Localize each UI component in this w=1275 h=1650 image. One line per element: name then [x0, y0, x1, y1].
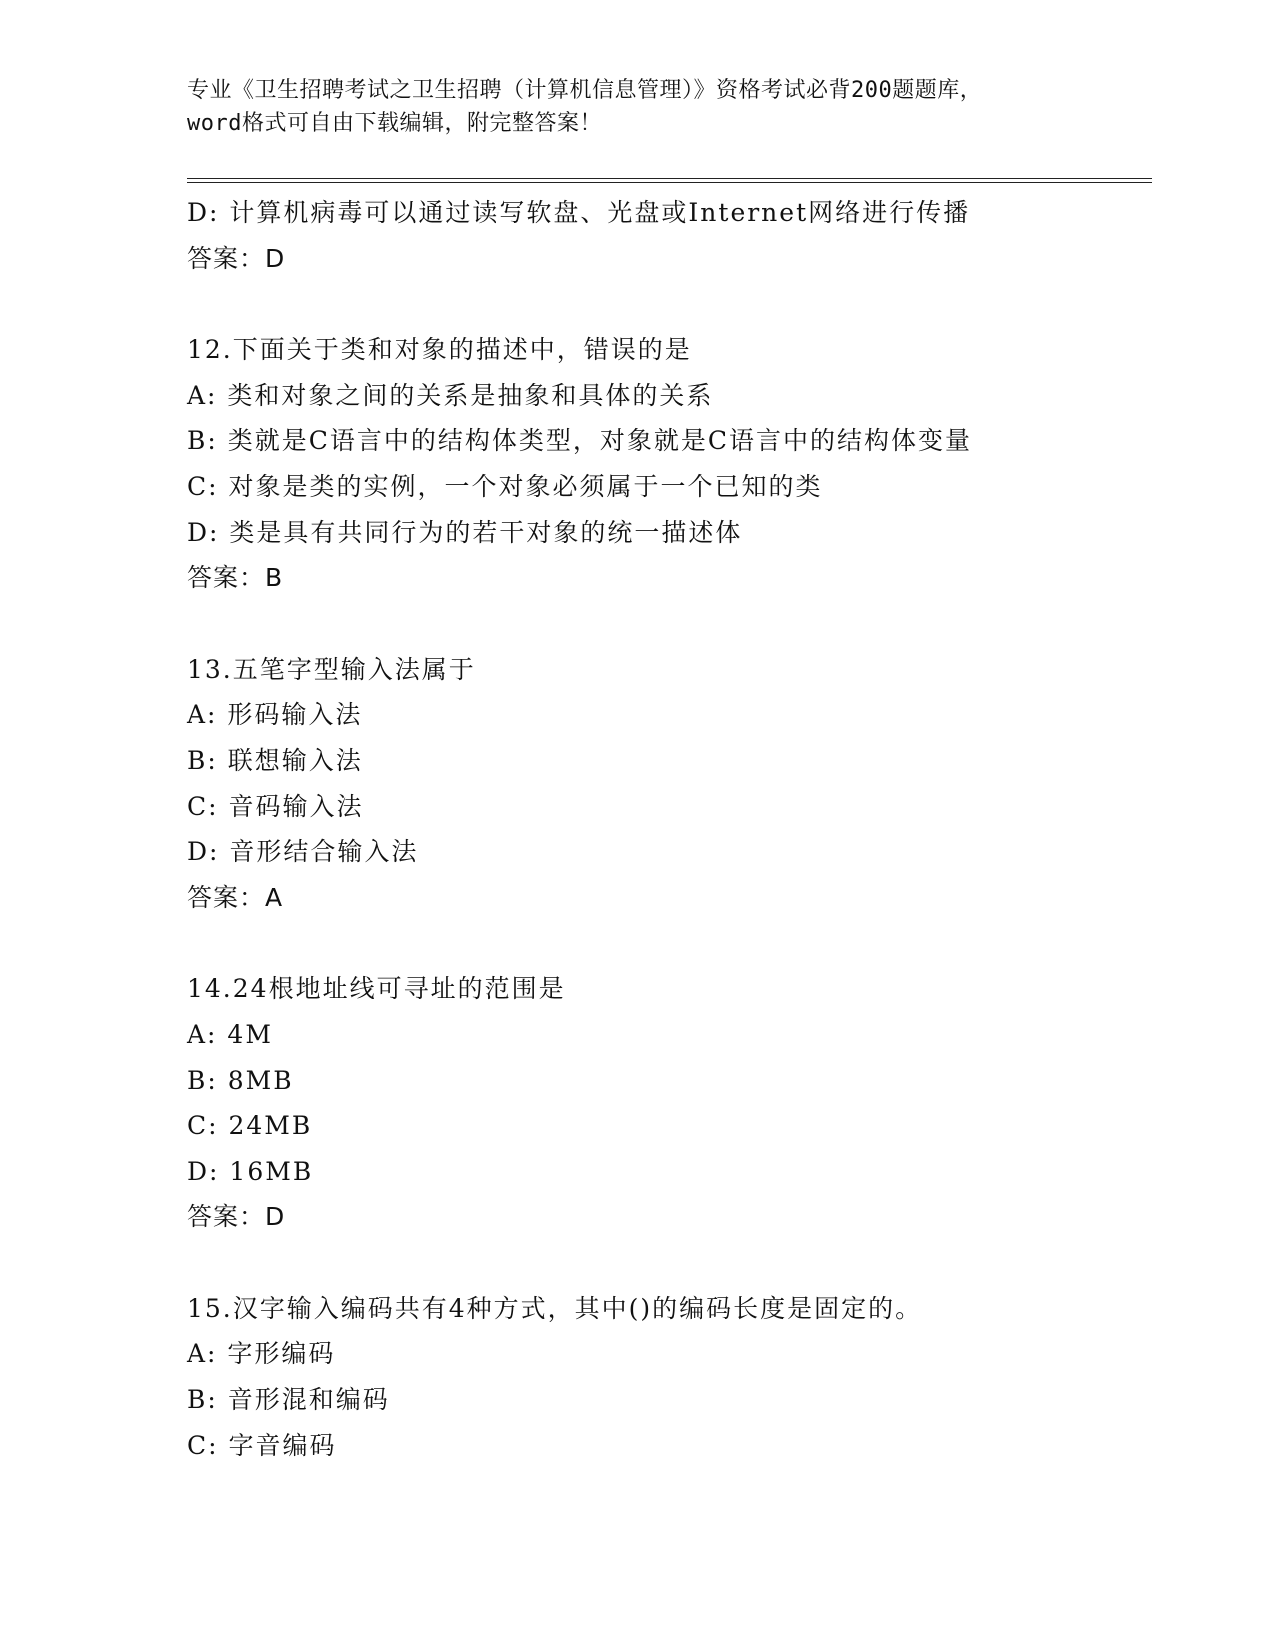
answer-line: 答案：B — [187, 563, 284, 593]
question-text: 15.汉字输入编码共有4种方式，其中()的编码长度是固定的。 — [187, 1293, 923, 1323]
option-c: C: 字音编码 — [187, 1430, 337, 1460]
option-c: C: 对象是类的实例，一个对象必须属于一个已知的类 — [187, 471, 823, 501]
option-a: A: 4M — [187, 1019, 273, 1049]
question-13 — [187, 647, 1147, 921]
option-b: B: 8MB — [187, 1065, 294, 1095]
question-14 — [187, 966, 1147, 1240]
question-text: 14.24根地址线可寻址的范围是 — [187, 974, 566, 1004]
option-b: B: 类就是C语言中的结构体类型，对象就是C语言中的结构体变量 — [187, 426, 973, 456]
option-a: A: 形码输入法 — [187, 700, 363, 730]
option-b: B: 音形混和编码 — [187, 1385, 390, 1415]
option-d: D: 16MB — [187, 1156, 314, 1186]
option-a: A: 类和对象之间的关系是抽象和具体的关系 — [187, 380, 714, 410]
option-c: C: 24MB — [187, 1111, 313, 1141]
option-b: B: 联想输入法 — [187, 745, 363, 775]
spacer — [187, 281, 1147, 327]
question-text: 12.下面关于类和对象的描述中，错误的是 — [187, 335, 692, 365]
header-title-line-1: 专业《卫生招聘考试之卫生招聘（计算机信息管理）》资格考试必背200题题库， — [187, 78, 983, 103]
question-11-tail — [187, 190, 1147, 281]
document-header — [187, 74, 1147, 140]
header-divider-top — [187, 178, 1152, 179]
option-d: D: 类是具有共同行为的若干对象的统一描述体 — [187, 517, 743, 547]
spacer — [187, 1240, 1147, 1286]
option-a: A: 字形编码 — [187, 1339, 336, 1369]
question-list — [187, 190, 1147, 1468]
answer-line: 答案：D — [187, 1202, 286, 1232]
header-divider-bottom — [187, 182, 1152, 183]
answer-line: 答案：D — [187, 243, 286, 273]
spacer — [187, 601, 1147, 647]
answer-line: 答案：A — [187, 882, 284, 912]
option-c: C: 音码输入法 — [187, 791, 364, 821]
question-12 — [187, 327, 1147, 601]
question-text: 13.五笔字型输入法属于 — [187, 654, 476, 684]
question-15 — [187, 1286, 1147, 1468]
option-d: D: 计算机病毒可以通过读写软盘、光盘或Internet网络进行传播 — [187, 198, 971, 227]
option-d: D: 音形结合输入法 — [187, 837, 419, 867]
spacer — [187, 920, 1147, 966]
header-title-line-2: word格式可自由下载编辑，附完整答案！ — [187, 111, 602, 136]
